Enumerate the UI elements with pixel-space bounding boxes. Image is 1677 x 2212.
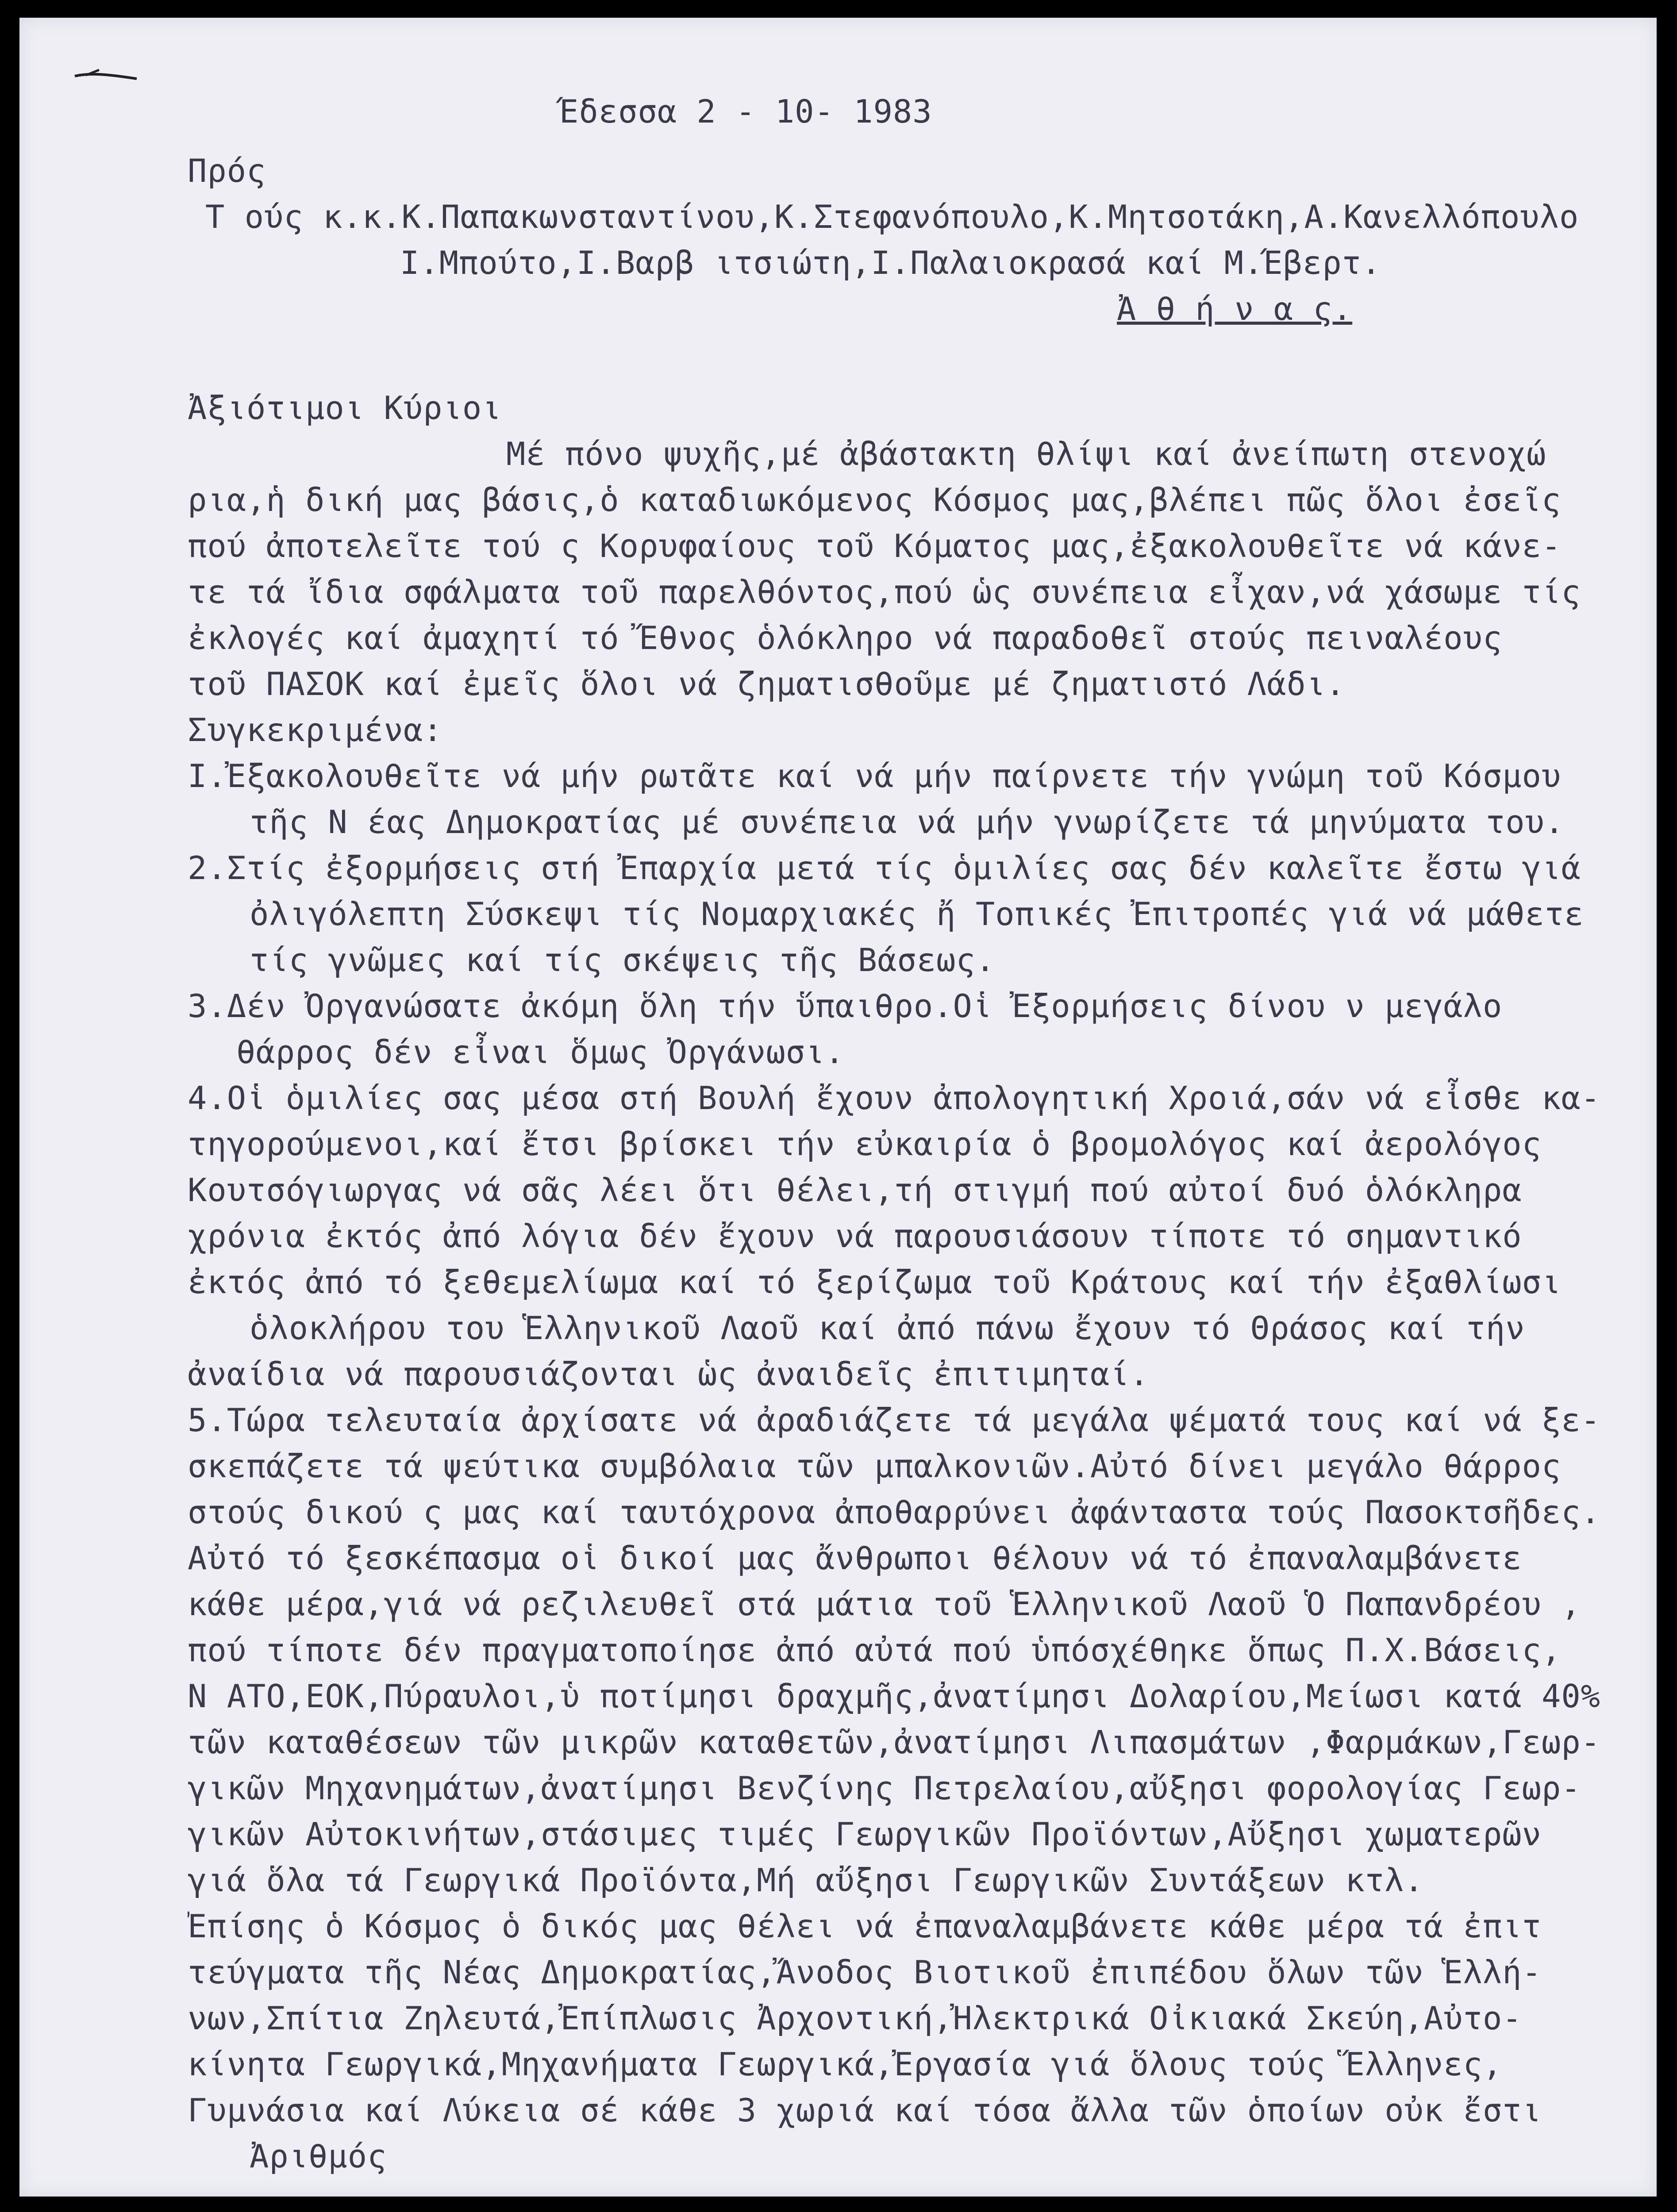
body-line: θάρρος δέν εἶναι ὅμως Ὀργάνωσι.	[236, 1033, 845, 1071]
pen-mark-icon	[73, 66, 139, 84]
body-line: πού ἀποτελεῖτε τού ς Κορυφαίους τοῦ Κόματος μας,ἐξακολουθεῖτε νά κάνε-	[188, 527, 1562, 565]
body-line: Ἀριθμός	[250, 2138, 387, 2175]
body-line: τοῦ ΠΑΣΟΚ καί ἐμεῖς ὅλοι νά ζηματισθοῦμε μέ ζηματιστό Λάδι.	[188, 665, 1346, 703]
body-line: 2.Στίς ἐξορμήσεις στή Ἐπαρχία μετά τίς ὁμιλίες σας δέν καλεῖτε ἔστω γιά	[188, 849, 1581, 887]
salutation: Ἀξιότιμοι Κύριοι	[188, 389, 502, 426]
body-line: Ἐπίσης ὁ Κόσμος ὁ δικός μας θέλει νά ἐπαναλαμβάνετε κάθε μέρα τά ἐπιτ	[188, 1908, 1542, 1945]
body-line: γικῶν Αὐτοκινήτων,στάσιμες τιμές Γεωργικῶν Προϊόντων,Αὔξησι χωματερῶν	[188, 1816, 1542, 1853]
body-line: νων,Σπίτια Ζηλευτά,Ἐπίπλωσις Ἀρχοντική,Ἠλεκτρικά Οἰκιακά Σκεύη,Αὐτο-	[188, 2000, 1522, 2037]
body-line: Ν ΑΤΟ,ΕΟΚ,Πύραυλοι,ὑ ποτίμησι δραχμῆς,ἀνατίμησι Δολαρίου,Μείωσι κατά 40%	[188, 1678, 1601, 1715]
body-line: Συγκεκριμένα:	[188, 711, 443, 749]
recipients-line-1: Τ ούς κ.κ.Κ.Παπακωνσταντίνου,Κ.Στεφανόπουλο,Κ.Μητσοτάκη,Α.Κανελλόπουλο	[205, 198, 1579, 235]
body-line: χρόνια ἐκτός ἀπό λόγια δέν ἔχουν νά παρουσιάσουν τίποτε τό σημαντικό	[188, 1217, 1522, 1255]
document-page	[19, 18, 1657, 2197]
body-line: γιά ὅλα τά Γεωργικά Προϊόντα,Μή αὔξησι Γεωργικῶν Συντάξεων κτλ.	[188, 1862, 1424, 1899]
letter-body	[188, 71, 1604, 2179]
body-line: 3.Δέν Ὀργανώσατε ἀκόμη ὅλη τήν ὕπαιθρο.Οἱ Ἐξορμήσεις δίνου ν μεγάλο	[188, 987, 1503, 1025]
body-line: τε τά ἴδια σφάλματα τοῦ παρελθόντος,πού ὡς συνέπεια εἶχαν,νά χάσωμε τίς	[188, 573, 1581, 611]
letter-date: Έδεσσα 2 - 10- 1983	[559, 93, 932, 130]
body-line: σκεπάζετε τά ψεύτικα συμβόλαια τῶν μπαλκονιῶν.Αὐτό δίνει μεγάλο θάρρος	[188, 1448, 1562, 1485]
body-line: τεύγματα τῆς Νέας Δημοκρατίας,Ἄνοδος Βιοτικοῦ ἐπιπέδου ὅλων τῶν Ἑλλή-	[188, 1954, 1542, 1991]
body-line: ρια,ἡ δική μας βάσις,ὁ καταδιωκόμενος Κόσμος μας,βλέπει πῶς ὅλοι ἐσεῖς	[188, 481, 1562, 518]
body-line: Αὐτό τό ξεσκέπασμα οἱ δικοί μας ἄνθρωποι θέλουν νά τό ἐπαναλαμβάνετε	[188, 1540, 1522, 1577]
body-line: τῶν καταθέσεων τῶν μικρῶν καταθετῶν,ἀνατίμησι Λιπασμάτων ,Φαρμάκων,Γεωρ-	[188, 1724, 1601, 1761]
body-line: ὁλοκλήρου του Ἑλληνικοῦ Λαοῦ καί ἀπό πάνω ἔχουν τό Θράσος καί τήν	[250, 1310, 1525, 1347]
body-line: τηγορούμενοι,καί ἔτσι βρίσκει τήν εὐκαιρία ὁ βρομολόγος καί ἀερολόγος	[188, 1125, 1542, 1163]
body-line: κάθε μέρα,γιά νά ρεζιλευθεῖ στά μάτια τοῦ Ἑλληνικοῦ Λαοῦ Ὁ Παπανδρέου ,	[188, 1586, 1581, 1623]
body-line: τίς γνῶμες καί τίς σκέψεις τῆς Βάσεως.	[250, 941, 996, 979]
body-line: στούς δικού ς μας καί ταυτόχρονα ἀποθαρρύνει ἀφάνταστα τούς Πασοκτσῆδες.	[188, 1494, 1601, 1531]
body-line: τῆς Ν έας Δημοκρατίας μέ συνέπεια νά μήν γνωρίζετε τά μηνύματα του.	[250, 803, 1565, 841]
body-line: ἐκλογές καί ἀμαχητί τό Ἔθνος ὁλόκληρο νά παραδοθεῖ στούς πειναλέους	[188, 619, 1503, 657]
body-line: 5.Τώρα τελευταία ἀρχίσατε νά ἀραδιάζετε τά μεγάλα ψέματά τους καί νά ξε-	[188, 1402, 1601, 1439]
body-line: Μέ πόνο ψυχῆς,μέ ἀβάστακτη θλίψι καί ἀνείπωτη στενοχώ	[506, 435, 1546, 472]
body-line: ἐκτός ἀπό τό ξεθεμελίωμα καί τό ξερίζωμα τοῦ Κράτους καί τήν ἐξαθλίωσι	[188, 1263, 1562, 1301]
body-line: κίνητα Γεωργικά,Μηχανήματα Γεωργικά,Ἐργασία γιά ὅλους τούς Ἕλληνες,	[188, 2046, 1503, 2083]
body-line: ἀναίδια νά παρουσιάζονται ὡς ἀναιδεῖς ἐπιτιμηταί.	[188, 1356, 1150, 1393]
body-line: ὀλιγόλεπτη Σύσκεψι τίς Νομαρχιακές ἤ Τοπικές Ἐπιτροπές γιά νά μάθετε	[250, 895, 1584, 933]
body-line: Κουτσόγιωργας νά σᾶς λέει ὅτι θέλει,τή στιγμή πού αὐτοί δυό ὁλόκληρα	[188, 1171, 1522, 1209]
letter-to: Πρός	[188, 152, 266, 189]
body-line: γικῶν Μηχανημάτων,ἀνατίμησι Βενζίνης Πετρελαίου,αὔξησι φορολογίας Γεωρ-	[188, 1770, 1581, 1807]
body-line: πού τίποτε δέν πραγματοποίησε ἀπό αὐτά πού ὑπόσχέθηκε ὅπως Π.Χ.Βάσεις,	[188, 1632, 1562, 1669]
recipients-line-2: Ι.Μπούτο,Ι.Βαρβ ιτσιώτη,Ι.Παλαιοκρασά καί Μ.Έβερτ.	[400, 244, 1381, 281]
recipient-city: Ἀ θ ή ν α ς.	[1117, 290, 1353, 327]
body-line: Γυμνάσια καί Λύκεια σέ κάθε 3 χωριά καί τόσα ἄλλα τῶν ὁποίων οὐκ ἔστι	[188, 2092, 1542, 2129]
body-line: 4.Οἱ ὁμιλίες σας μέσα στή Βουλή ἔχουν ἀπολογητική Χροιά,σάν νά εἶσθε κα-	[188, 1079, 1601, 1117]
body-line: Ι.Ἐξακολουθεῖτε νά μήν ρωτᾶτε καί νά μήν παίρνετε τήν γνώμη τοῦ Κόσμου	[188, 757, 1562, 795]
